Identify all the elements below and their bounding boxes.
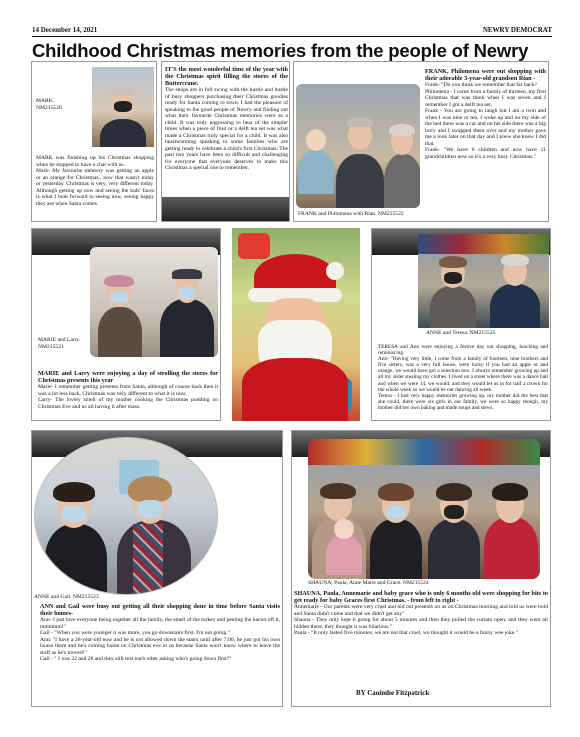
mark-panel: [31, 61, 157, 222]
anne-teresa-caption: ANNE and Teresa. NM215525: [426, 330, 496, 336]
marie-story: [38, 370, 218, 410]
anne-teresa-quote-2: Teresa - I had very happy memories growing up, my mother did the best that she could, there were six girls in our family, we were so happy though, my mother did her own baking and made soups and stews.: [378, 392, 548, 411]
ann-gail-quote-4: Gail - " I was 22 and 26 and they still text each other asking who's going down first?": [40, 656, 232, 662]
shauna-quote-2: Shauna - They only kept it going for about 5 minutes and then they pulled the curtain open, and they were all hidden there, they thought it was hilarious.": [294, 617, 548, 630]
anne-teresa-story: [378, 344, 548, 411]
marie-quote-2: Larry- The lovely smell of my mother cooking the Christmas pudding on Christmas Eve and us all having it after mass.: [38, 397, 218, 410]
intro-panel: [161, 61, 290, 222]
marie-photo: [90, 247, 218, 357]
marie-panel: [31, 228, 221, 421]
ann-gail-story: [40, 603, 280, 663]
anne-teresa-photo: [418, 234, 549, 328]
ann-gail-quote-2: Gail - "When you were younger it was more, you go downstairs first, I'm not going.": [40, 630, 230, 636]
frank-lead: FRANK, Philomena were out shopping with their adorable 3-year-old grandson Rian -: [425, 68, 546, 82]
mark-quote: Mark- My favourite memory was getting an apple or an orange for Christmas.. now that wasn't today or yesterday. Christmas is very, very different today. Although getting up now and seeing the kids' faces is what I look forward to seeing now, seeing happy they are when Santa comes.: [36, 168, 154, 207]
shauna-caption: SHAUNA, Paula, Anne Marie and Grace. NM215524: [308, 580, 429, 586]
intro-story: [165, 66, 288, 172]
ann-gail-lead: ANN and Gail were busy out getting all their shopping done in time before Santa visits their homes-: [40, 603, 280, 617]
marie-lead: MARIE and Larry were enjoying a day of strolling the stores for Christmas presents this year: [38, 370, 218, 384]
frank-quote-2: Philomena - I come from a family of thirteen, my first Christmas that was think when I was seven and I remember I got a delft tea set.: [425, 88, 547, 108]
frank-quote-1: Frank- "Do you think we remember that far back?: [425, 82, 537, 88]
anne-teresa-quote-1: Ann- "Having very little, I come from a family of fourteen, nine brothers and five sisters, was a very full house, were lucky if you had an apple or and orange, we would have got a selection box. I always remember growing up and all my sister stealing my clothes. I lived on a street where there was a dance hall and when we were 14, we would; and they would let us in for half a crown for the whole week so we would be out dancing all week.: [378, 356, 548, 393]
ann-gail-quote-3: Ann: "I have a 28-year-old now and he is not allowed down the stairs until after 7:00, he just got his own house there and he's coming home on Christmas eve to us because Santa won't know where to leave the stuff as he's moved!": [40, 636, 280, 656]
frank-story: [425, 68, 546, 160]
frank-caption: FRANK and Philomena with Rian. NM215522: [298, 211, 404, 217]
intro-body: The shops are in full swing with the hustle and bustle of busy shoppers purchasing their Christmas goodies ready for Santa coming to town. I had the pleasure of speaking to the good people of Newry and finding out what their favourite Christmas memories were as a child. It was truly engrossing to hear of the simpler times when a piece of fruit or a delft tea set was what made a Christmas truly special for a child. It was also heartwarming speaking to some families who are getting ready to celebrate a child's first Christmas. The past two years have been so difficult and challenging for everyone that everyone deserves to make this Christmas a special one to remember.: [165, 87, 288, 171]
ann-gail-panel: [31, 430, 283, 707]
mark-caption: MARK was finishing up his Christmas shopping when he stopped to have a chat with us.: [36, 155, 154, 168]
shauna-quote-1: Annemarie - Our parents were very cruel and hid out presents on us on Christmas morning and told us were bold and Santa didn't come and that we didn't get any": [294, 604, 548, 617]
ann-gail-quote-1: Ann- I just love everyone being together all the family, the smell of the turkey and peeling the bacon off it, mmmmm!": [40, 617, 280, 630]
mark-side-label: MARK. NM215520: [36, 98, 62, 111]
paper-name: NEWRY DEMOCRAT: [482, 26, 552, 34]
masthead-rule: [32, 36, 552, 37]
marie-quote-1: Marie- I remember getting presents from Santa, although of course back then it was a lot less back, Christmas was very different to what it is now.: [38, 384, 218, 397]
frank-quote-3: Frank - You are going to laugh but I am a twin and when I was nine or ten, I woke up and on my side of the bed there was a car and on his side there was a big lorry and I swapped them over and my mother gave me a look later on that day and I knew she knew I did that.: [425, 108, 546, 147]
anne-teresa-panel: [371, 228, 551, 421]
ann-gail-photo: [34, 437, 218, 595]
page-headline: Childhood Christmas memories from the people of Newry: [32, 40, 529, 61]
shauna-quote-3: Paula - "It only lasted five minutes, we are not that cruel, we thought it would be a funny wee joke.": [294, 630, 519, 636]
shauna-lead: SHAUNA, Paula, Annemarie and baby grace who is only 6 months old were shopping for bits to get ready for baby Graces first Christmas. - from left to right -: [294, 590, 548, 604]
ann-gail-caption: ANNE and Gail. NM215523: [34, 594, 99, 600]
santa-illustration: [232, 228, 360, 421]
frank-panel: [293, 61, 549, 222]
page-date: 14 December 14, 2021: [32, 26, 98, 34]
shauna-photo: [308, 439, 540, 579]
frank-photo: [296, 84, 420, 208]
shauna-story: [294, 590, 548, 637]
shauna-panel: [291, 430, 551, 707]
santa-panel: [232, 228, 360, 421]
masthead: [32, 26, 552, 36]
byline: BY Caoimhe Fitzpatrick: [356, 689, 430, 697]
frank-quote-4: Frank- "We have 6 children and now have 11 grandchildren now so it's a very busy Christmas.": [425, 147, 546, 160]
anne-teresa-lead: TERESA and Ann were enjoying a festive day out shopping, lunching and reminiscing.: [378, 344, 548, 357]
mark-photo: [92, 67, 154, 147]
mark-story: [36, 155, 154, 207]
marie-side-label: MARIE and Larry. NM215521: [38, 337, 81, 350]
intro-lead: IT'S the most wonderful time of the year with the Christmas spirit filling the stores of the Buttercrane.: [165, 66, 288, 87]
intro-gradient-bar: [162, 197, 289, 222]
